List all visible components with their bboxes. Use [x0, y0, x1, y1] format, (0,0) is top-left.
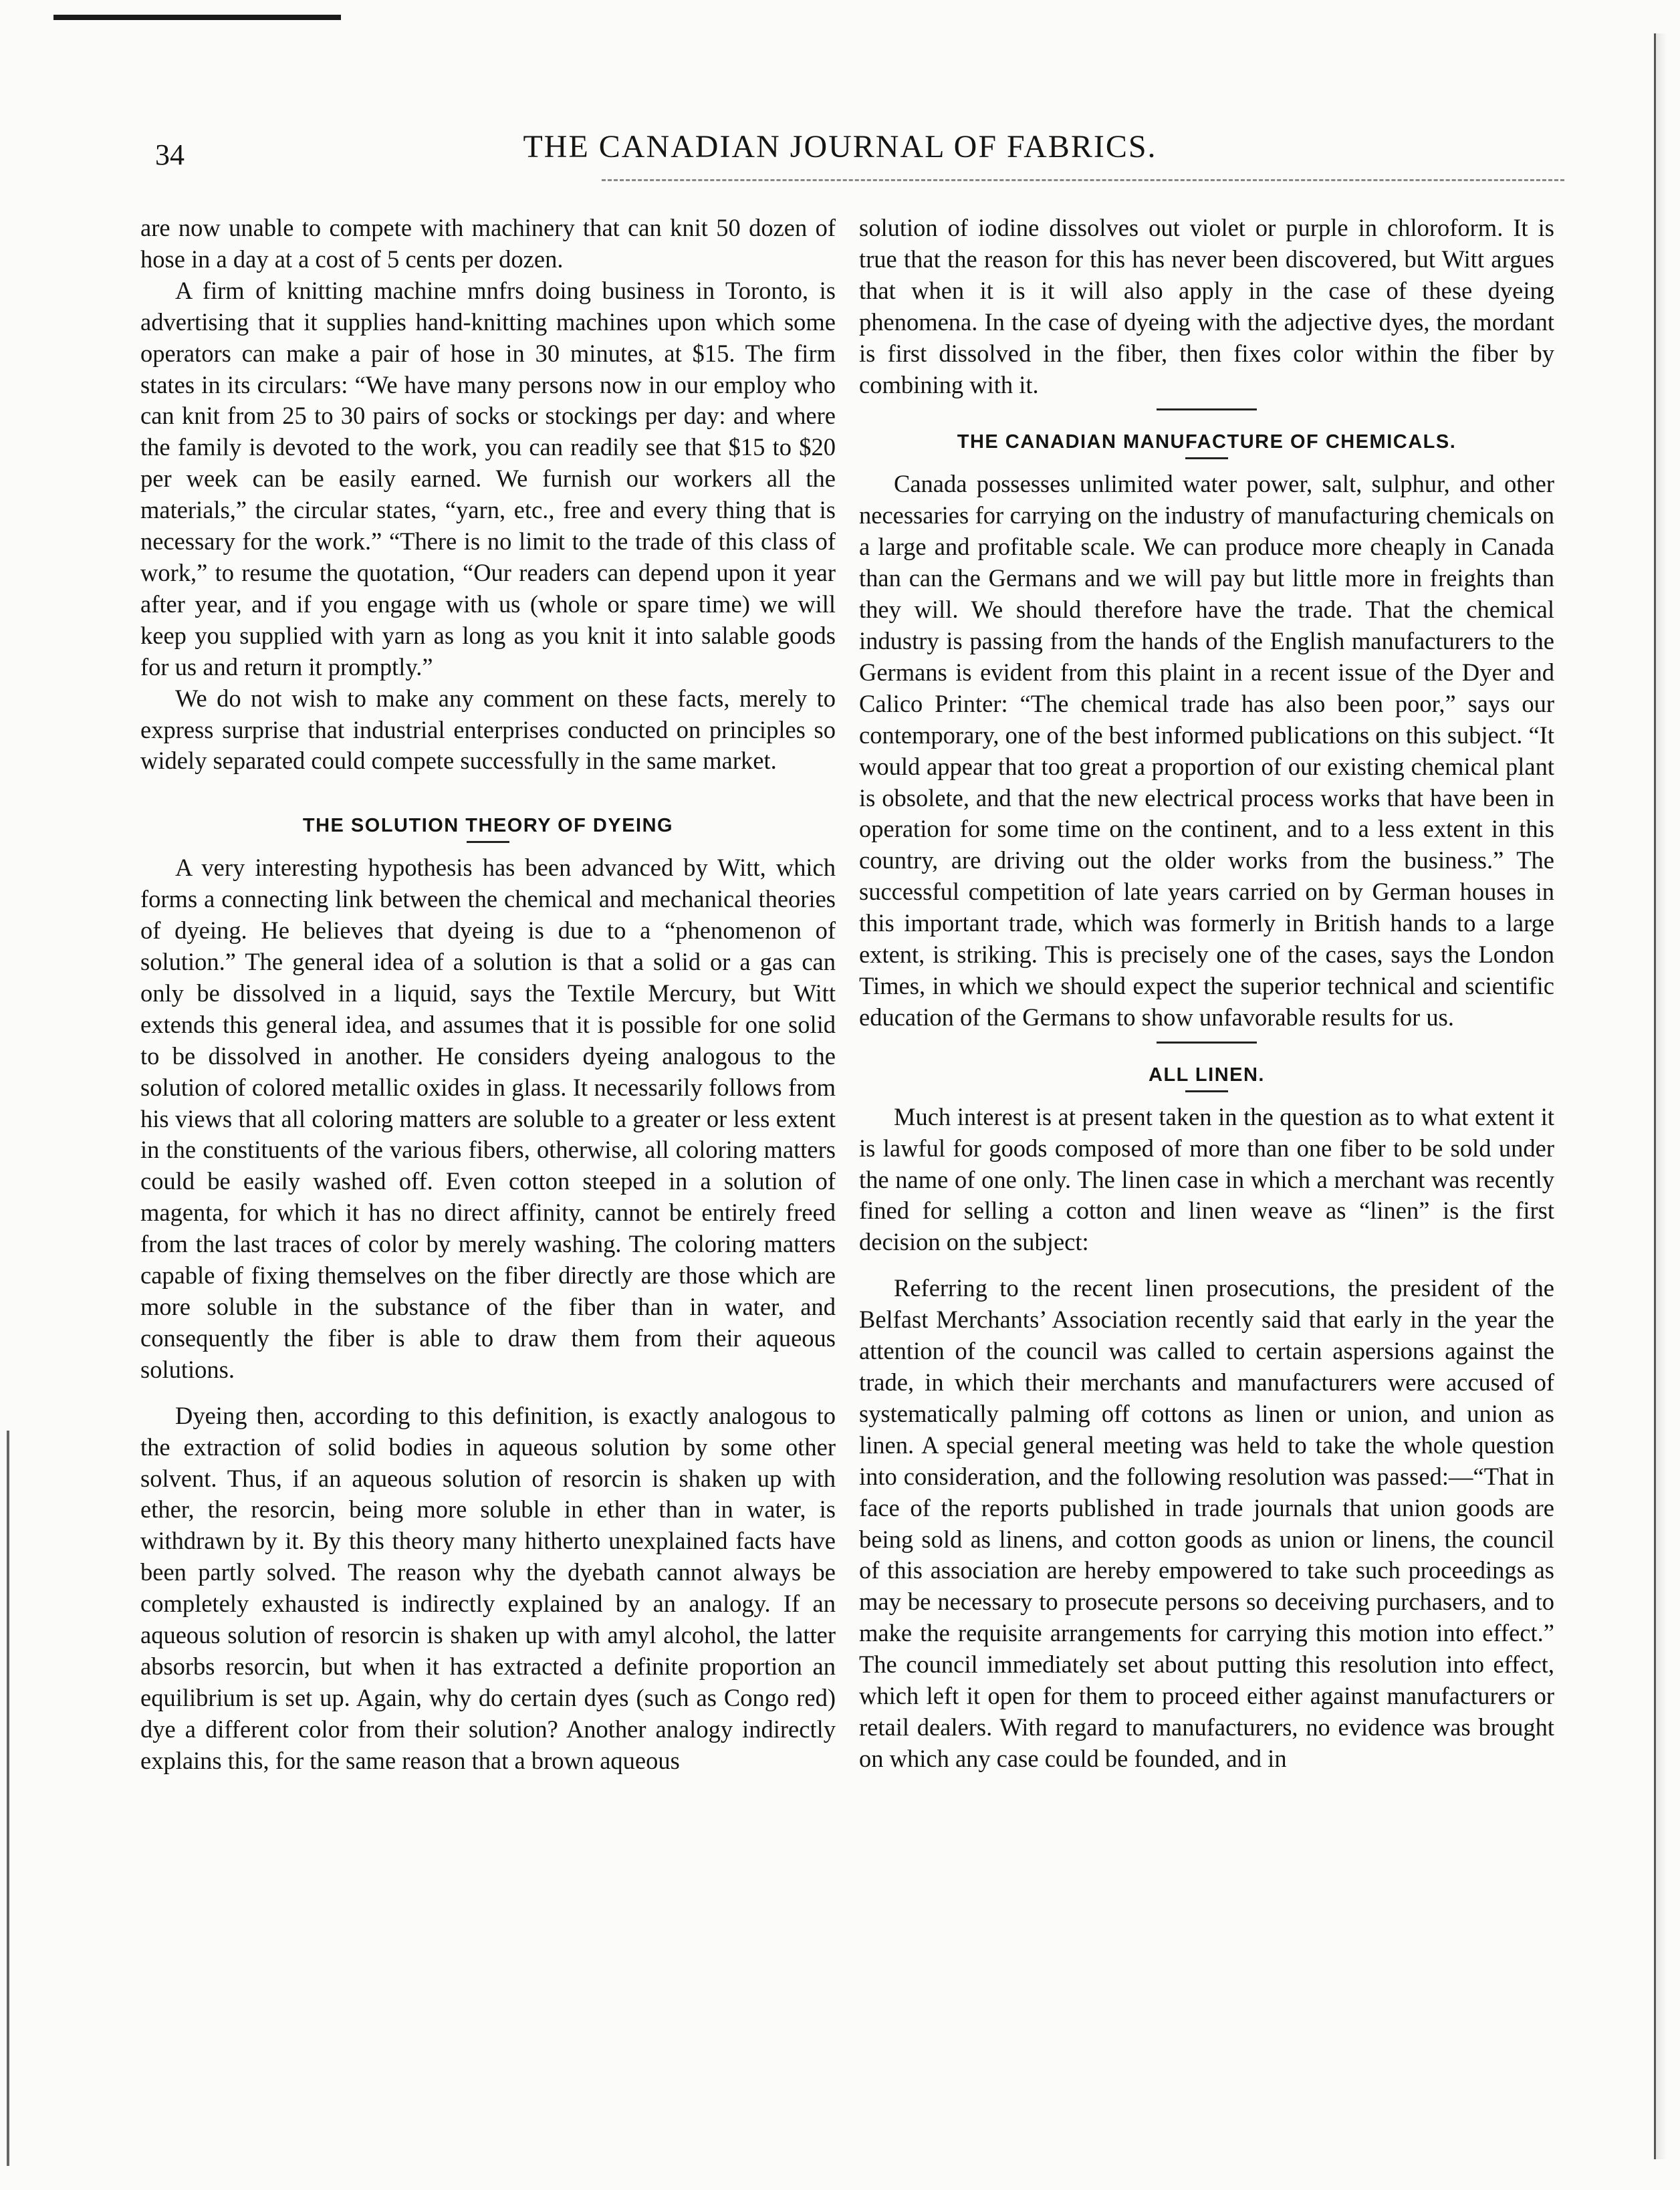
- header-rule: [602, 179, 1564, 181]
- heading-underline: [1185, 1090, 1228, 1092]
- scan-edge-mark: [7, 1431, 9, 2166]
- article-heading-chemicals: THE CANADIAN MANUFACTURE OF CHEMICALS.: [957, 431, 1457, 453]
- section-separator: [1157, 408, 1257, 410]
- intro-paragraph: A firm of knitting machine mnfrs doing business in Toronto, is advertising that it supplies hand-knitting machines upon which some operators can make a pair of hose in 30 minutes, at $15. The firm states in its circulars: “We have many persons now in our employ who can knit from 25 to 30 pairs of socks or stockings per day: and where the family is devoted to the work, you can readily see that $15 to $20 per week can be easily earned. We furnish our workers all the materials,” the circular states, “yarn, etc., free and every thing that is necessary for the work.” “There is no limit to the trade of this class of work,” to resume the quotation, “Our readers can depend upon it year after year, and if you engage with us (whole or spare time) we will keep you supplied with yarn as long as you knit it into salable goods for us and return it promptly.”: [140, 276, 836, 681]
- intro-paragraph: We do not wish to make any comment on these facts, merely to express surprise that industrial enterprises conducted on principles so widely separated could compete successfully in the same market.: [140, 684, 836, 775]
- spacer: [140, 1386, 836, 1401]
- page-binding-edge: [1654, 33, 1667, 2159]
- continued-paragraph: solution of iodine dissolves out violet or purple in chloroform. It is true that the reason for this has never been discovered, but Witt argues that when it is it will also apply in the case of these dyeing phenomena. In the case of dyeing with the adjective dyes, the mordant is first dissolved in the fiber, then fixes color within the fiber by combining with it.: [859, 214, 1554, 398]
- heading-underline: [1185, 457, 1228, 459]
- heading-underline: [467, 841, 509, 843]
- article-heading-dyeing: THE SOLUTION THEORY OF DYEING: [302, 815, 674, 837]
- article-paragraph: Referring to the recent linen prosecutions, the president of the Belfast Merchants’ Association recently said that early in the year the attention of the council was called to certain aspersions against the trade, in which their merchants and manufacturers were accused of systematically palming off cottons as linen or union, and union as linen. A special general meeting was held to take the whole question into consideration, and the following resolution was passed:—“That in face of the reports published in trade journals that union goods are being sold as linens, and cotton goods as union or linens, the council of this association are hereby empowered to take such proceedings as may be necessary to prosecute persons so deceiving purchasers, and to make the requisite arrangements for carrying this motion into effect.” The council immediately set about putting this resolution into effect, which left it open for them to proceed either against manufacturers or retail dealers. With regard to manufacturers, no evidence was brought on which any case could be founded, and in: [859, 1274, 1554, 1772]
- right-column: [859, 213, 1554, 1775]
- spacer: [859, 1258, 1554, 1273]
- page-number: 34: [155, 138, 185, 171]
- article-paragraph: Much interest is at present taken in the question as to what extent it is lawful for goods composed of more than one fiber to be sold under the name of one only. The linen case in which a merchant was recently fined for selling a cotton and linen weave as “linen” is the first decision on the subject:: [859, 1102, 1554, 1256]
- article-heading-linen: ALL LINEN.: [1149, 1064, 1265, 1086]
- intro-paragraph: are now unable to compete with machinery that can knit 50 dozen of hose in a day at a cost of 5 cents per dozen.: [140, 214, 836, 273]
- spacer: [140, 777, 836, 804]
- article-paragraph: A very interesting hypothesis has been advanced by Witt, which forms a connecting link between the chemical and mechanical theories of dyeing. He believes that dyeing is due to a “phenomenon of solution.” The general idea of a solution is that a solid or a gas can only be dissolved in a liquid, says the Textile Mercury, but Witt extends this general idea, and assumes that it is possible for one solid to be dissolved in another. He considers dyeing analogous to the solution of colored metallic oxides in glass. It necessarily follows from his views that all coloring matters are soluble to a greater or less extent in the constituents of the various fibers, otherwise, all coloring matters could be easily washed off. Even cotton steeped in a solution of magenta, for which it has no direct affinity, cannot be entirely freed from the last traces of color by merely washing. The coloring matters capable of fixing themselves on the fiber directly are those which are more soluble in the substance of the fiber than in water, and consequently the fiber is able to draw them from their aqueous solutions.: [140, 854, 836, 1383]
- left-column: [140, 213, 836, 1777]
- article-paragraph: Canada possesses unlimited water power, salt, sulphur, and other necessaries for carrying on the industry of manufacturing chemicals on a large and profitable scale. We can produce more cheaply in Canada than can the Germans and we will pay but little more in freights than they will. We should therefore have the trade. That the chemical industry is passing from the hands of the English manufacturers to the Germans is evident from this plaint in a recent issue of the Dyer and Calico Printer: “The chemical trade has also been poor,” says our contemporary, one of the best informed publications on this subject. “It would appear that too great a proportion of our existing chemical plant is obsolete, and that the new electrical process works that have been in operation for some time on the continent, and to a less extent in this country, are driving out the older works from the business.” The successful competition of late years carried on by German houses in this important trade, which was formerly in British hands to a large extent, is striking. This is precisely one of the cases, says the London Times, in which we should expect the superior technical and scientific education of the Germans to show unfavorable results for us.: [859, 470, 1554, 1031]
- journal-title: THE CANADIAN JOURNAL OF FABRICS.: [523, 129, 1157, 164]
- article-paragraph: Dyeing then, according to this definition, is exactly analogous to the extraction of solid bodies in aqueous solution by some other solvent. Thus, if an aqueous solution of resorcin is shaken up with ether, the resorcin, being more soluble in ether than in water, is withdrawn by it. By this theory many hitherto unexplained facts have been partly solved. The reason why the dyebath cannot always be completely exhausted is indirectly explained by an analogy. If an aqueous solution of resorcin is shaken up with amyl alcohol, the latter absorbs resorcin, but when it has extracted a definite proportion an equilibrium is set up. Again, why do certain dyes (such as Congo red) dye a different color from their solution? Another analogy indirectly explains this, for the same reason that a brown aqueous: [140, 1401, 836, 1774]
- scan-top-rule: [53, 15, 341, 20]
- section-separator: [1157, 1042, 1257, 1044]
